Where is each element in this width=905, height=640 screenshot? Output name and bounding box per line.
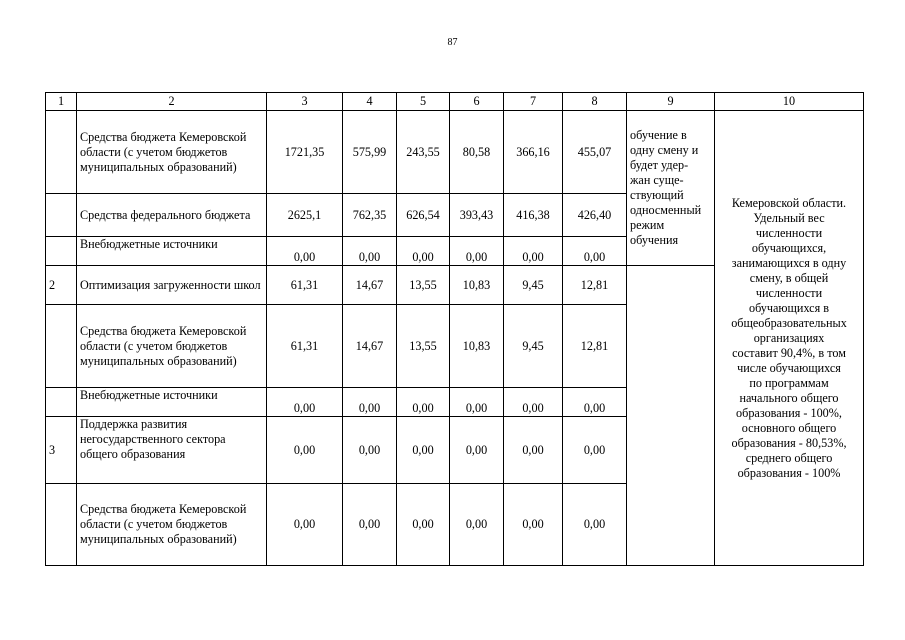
header-cell: 2 (77, 93, 267, 111)
value-cell: 12,81 (563, 266, 627, 305)
value-cell: 626,54 (397, 194, 450, 237)
value-cell: 13,55 (397, 266, 450, 305)
value-cell: 575,99 (343, 111, 397, 194)
row-label: Внебюджетные источники (77, 237, 267, 266)
row-label: Поддержка развития негосударственного сектора общего образования (77, 417, 267, 484)
value-cell: 455,07 (563, 111, 627, 194)
value-cell: 14,67 (343, 305, 397, 388)
value-cell: 0,00 (504, 388, 563, 417)
row-label: Средства бюджета Кемеровской области (с учетом бюджетов муниципальных образований) (77, 111, 267, 194)
value-cell: 0,00 (450, 388, 504, 417)
row-index: 2 (46, 266, 77, 305)
page-number: 87 (447, 37, 458, 48)
value-cell: 0,00 (397, 484, 450, 566)
value-cell: 0,00 (563, 484, 627, 566)
row-index (46, 237, 77, 266)
value-cell: 13,55 (397, 305, 450, 388)
value-cell: 0,00 (267, 484, 343, 566)
row-index: 3 (46, 417, 77, 484)
row-label: Средства бюджета Кемеровской области (с учетом бюджетов муниципальных образований) (77, 484, 267, 566)
empty-col9-cell (627, 266, 715, 566)
value-cell: 0,00 (563, 388, 627, 417)
header-row (46, 93, 864, 111)
row-label: Внебюджетные источники (77, 388, 267, 417)
value-cell: 0,00 (504, 484, 563, 566)
value-cell: 243,55 (397, 111, 450, 194)
value-cell: 0,00 (343, 388, 397, 417)
header-cell: 4 (343, 93, 397, 111)
description-col9: обучение в одну смену и будет удер- жан суще- ствующий односменный режим обучения (627, 111, 715, 266)
description-col10: Кемеровской области. Удельный вес численности обучающихся, занимающихся в одну смену, в общей численности обучающихся в общеобразовательных организациях составит 90,4%, в том числе обучающихся по программам начального общего образования - 100%, основного общего образования - 80,53%, среднего общего образования - 100% (715, 111, 864, 566)
header-cell: 6 (450, 93, 504, 111)
row-label: Средства бюджета Кемеровской области (с учетом бюджетов муниципальных образований) (77, 305, 267, 388)
header-cell: 10 (715, 93, 864, 111)
value-cell: 80,58 (450, 111, 504, 194)
value-cell: 1721,35 (267, 111, 343, 194)
value-cell: 0,00 (450, 417, 504, 484)
header-cell: 5 (397, 93, 450, 111)
header-cell: 3 (267, 93, 343, 111)
header-cell: 8 (563, 93, 627, 111)
value-cell: 0,00 (267, 237, 343, 266)
value-cell: 0,00 (563, 417, 627, 484)
value-cell: 0,00 (343, 237, 397, 266)
value-cell: 0,00 (450, 237, 504, 266)
row-index (46, 388, 77, 417)
value-cell: 0,00 (397, 388, 450, 417)
value-cell: 10,83 (450, 266, 504, 305)
value-cell: 426,40 (563, 194, 627, 237)
value-cell: 762,35 (343, 194, 397, 237)
value-cell: 9,45 (504, 305, 563, 388)
value-cell: 0,00 (267, 417, 343, 484)
value-cell: 0,00 (343, 484, 397, 566)
value-cell: 0,00 (504, 417, 563, 484)
value-cell: 2625,1 (267, 194, 343, 237)
value-cell: 61,31 (267, 305, 343, 388)
row-index (46, 111, 77, 194)
header-cell: 7 (504, 93, 563, 111)
value-cell: 393,43 (450, 194, 504, 237)
value-cell: 0,00 (397, 237, 450, 266)
row-index (46, 305, 77, 388)
value-cell: 14,67 (343, 266, 397, 305)
row-label: Средства федерального бюджета (77, 194, 267, 237)
row-index (46, 194, 77, 237)
value-cell: 0,00 (267, 388, 343, 417)
row-label: Оптимизация загруженности школ (77, 266, 267, 305)
value-cell: 366,16 (504, 111, 563, 194)
value-cell: 416,38 (504, 194, 563, 237)
value-cell: 61,31 (267, 266, 343, 305)
value-cell: 0,00 (450, 484, 504, 566)
value-cell: 0,00 (397, 417, 450, 484)
value-cell: 9,45 (504, 266, 563, 305)
header-cell: 9 (627, 93, 715, 111)
value-cell: 10,83 (450, 305, 504, 388)
table-row (46, 111, 864, 194)
header-cell: 1 (46, 93, 77, 111)
value-cell: 0,00 (343, 417, 397, 484)
value-cell: 0,00 (504, 237, 563, 266)
value-cell: 0,00 (563, 237, 627, 266)
value-cell: 12,81 (563, 305, 627, 388)
row-index (46, 484, 77, 566)
data-table (45, 92, 864, 566)
